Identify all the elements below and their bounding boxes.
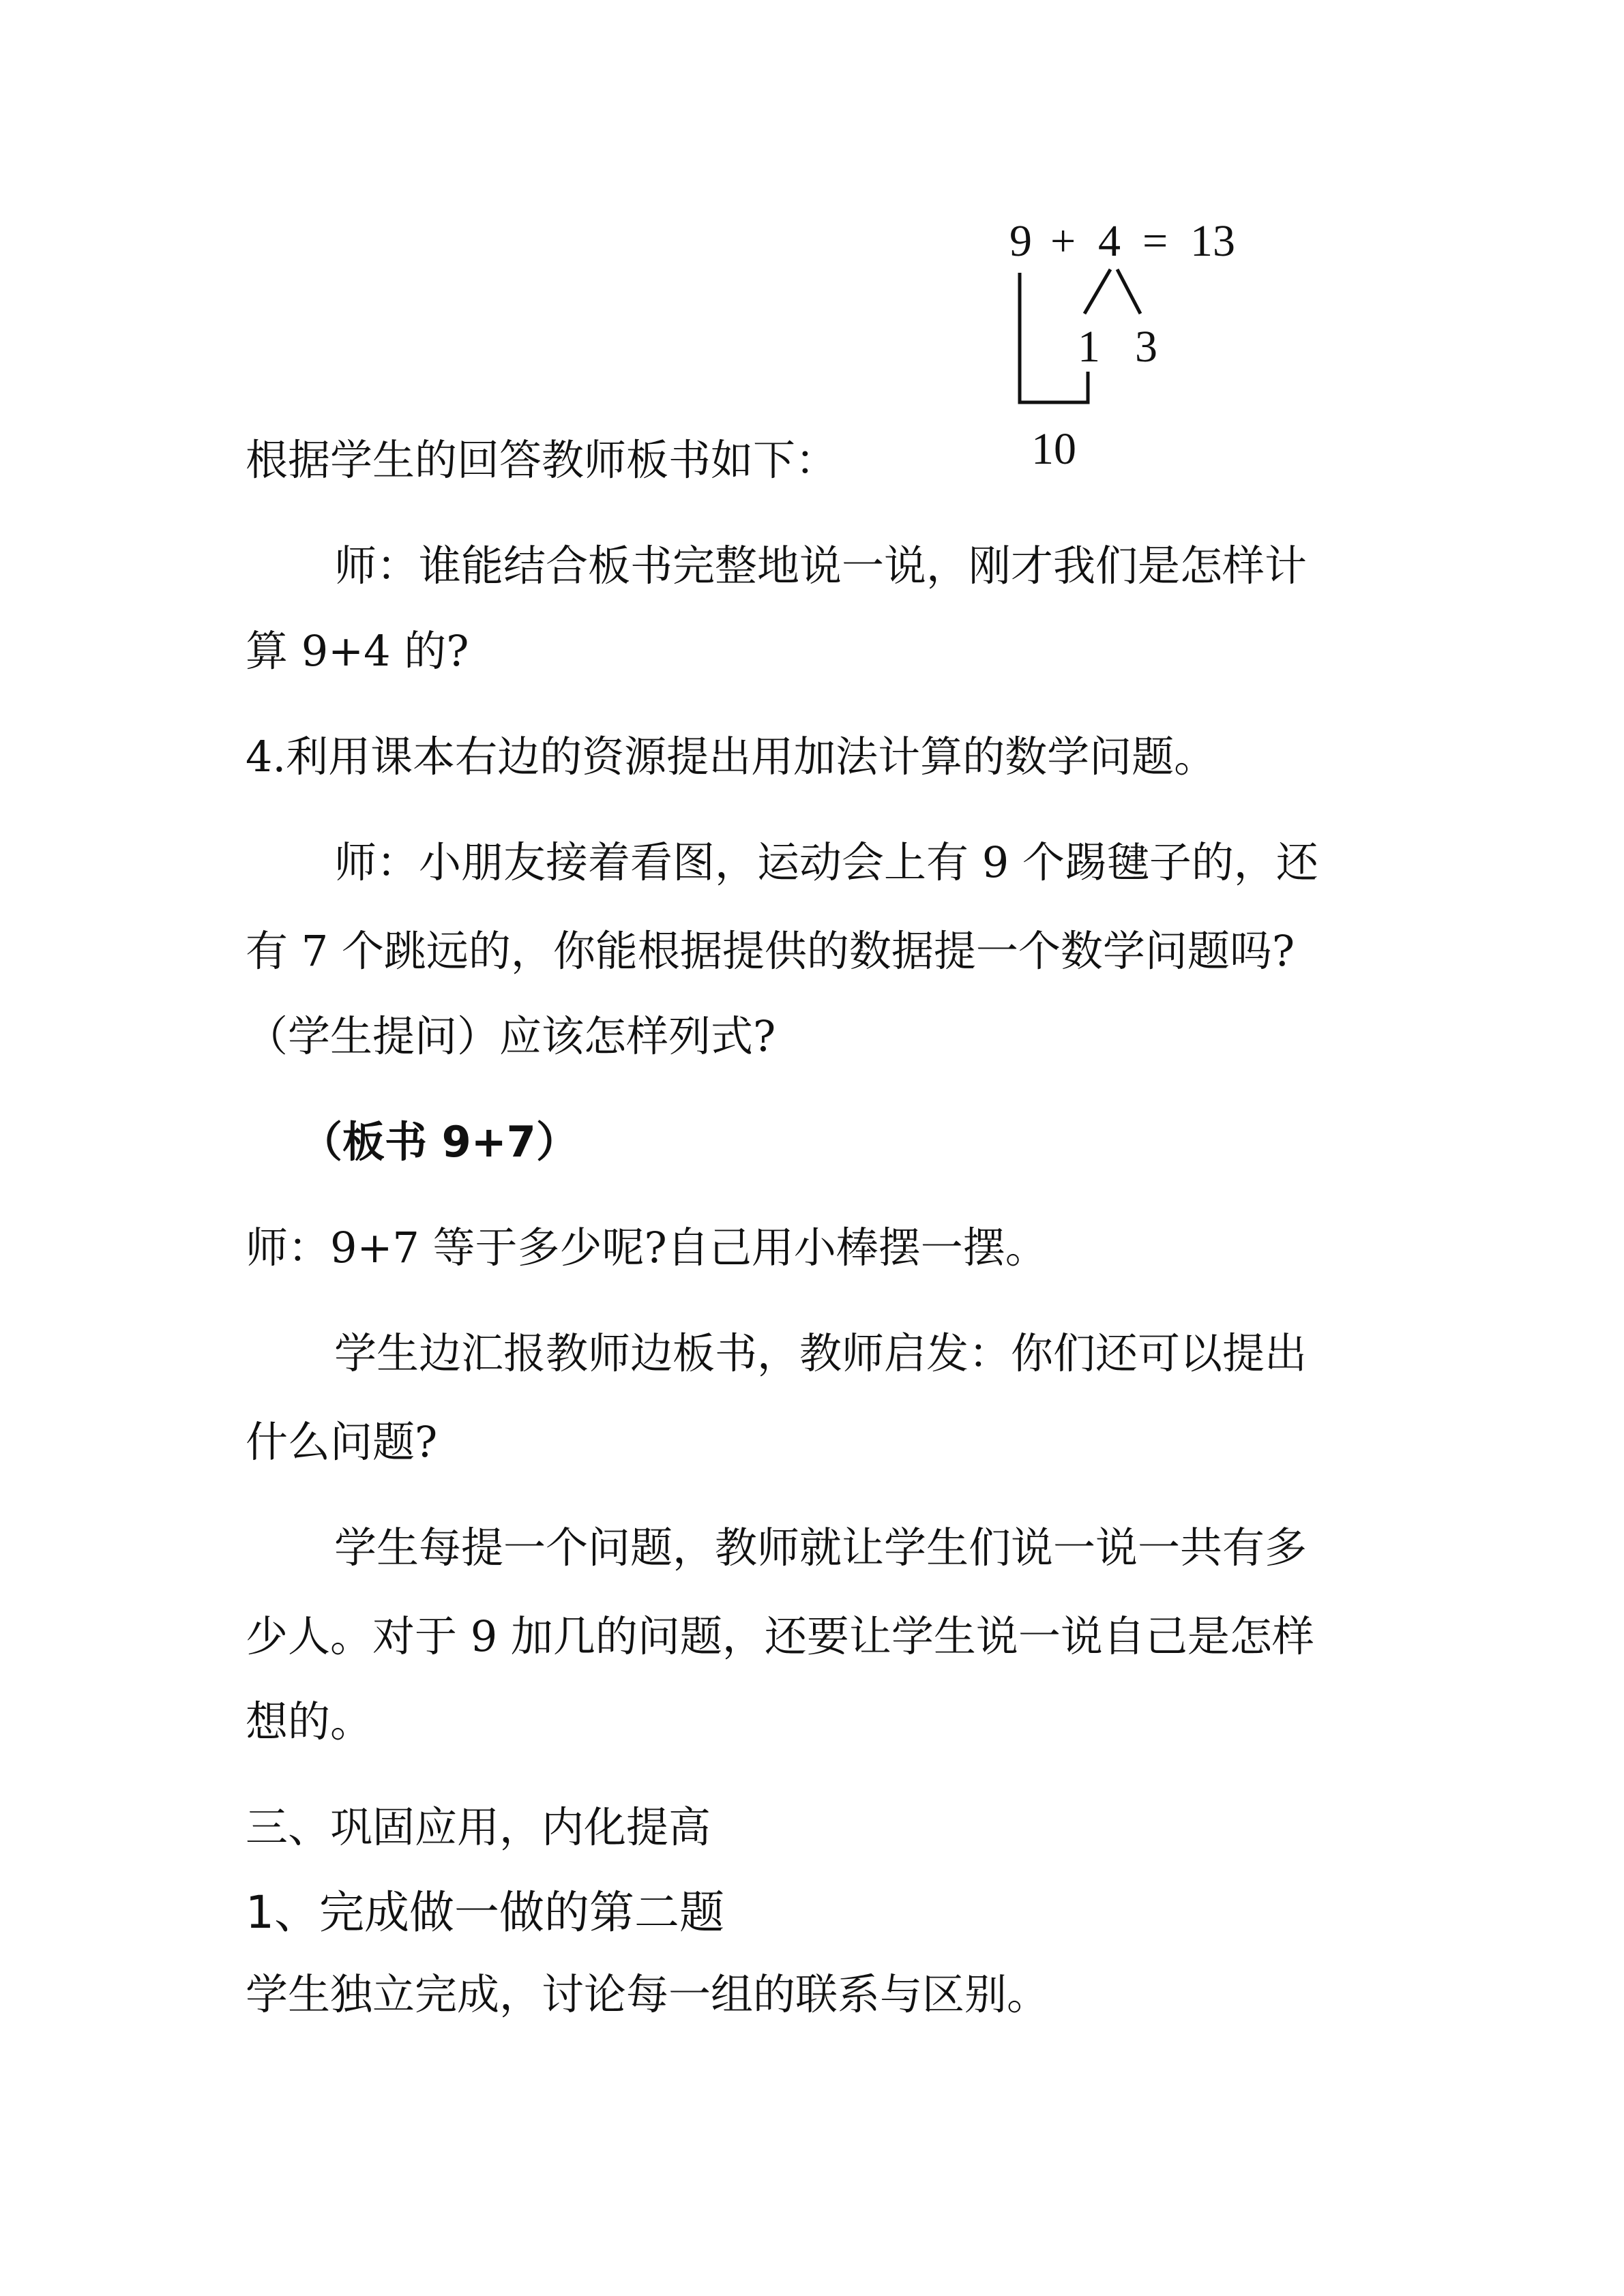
text-line-13: 少人。对于 9 加几的问题，还要让学生说一说自己是怎样 (246, 1611, 1314, 1661)
text-line-4: 4.利用课本右边的资源提出用加法计算的数学问题。 (246, 732, 1217, 781)
diagram-plus-sign: + (1050, 216, 1076, 266)
text-line-8-blackboard: （板书 9+7） (300, 1117, 578, 1167)
text-line-3: 算 9+4 的? (246, 626, 469, 676)
diagram-equals-sign: = (1142, 216, 1168, 266)
diagram-ten: 10 (1031, 424, 1076, 474)
section-heading-3: 三、巩固应用，内化提高 (246, 1802, 711, 1852)
text-line-6: 有 7 个跳远的，你能根据提供的数据提一个数学问题吗? (246, 926, 1295, 976)
split-line-right (1117, 269, 1140, 314)
text-line-5: 师：小朋友接着看图，运动会上有 9 个踢毽子的，还 (334, 837, 1318, 887)
item-heading-1: 1、完成做一做的第二题 (246, 1886, 724, 1939)
text-line-10: 学生边汇报教师边板书，教师启发：你们还可以提出 (334, 1328, 1308, 1378)
text-line-1: 根据学生的回答教师板书如下： (246, 435, 838, 485)
diagram-addend-9: 9 (1009, 216, 1032, 266)
diagram-split-3: 3 (1135, 322, 1157, 372)
addition-split-diagram (989, 205, 1275, 491)
text-line-9: 师：9+7 等于多少呢?自己用小棒摆一摆。 (246, 1223, 1048, 1272)
text-line-17: 学生独立完成，讨论每一组的联系与区别。 (246, 1969, 1050, 2019)
text-line-2: 师：谁能结合板书完整地说一说，刚才我们是怎样计 (334, 541, 1308, 591)
diagram-split-1: 1 (1078, 322, 1100, 372)
text-line-14: 想的。 (246, 1697, 373, 1746)
text-line-7: （学生提问）应该怎样列式? (246, 1011, 776, 1061)
text-line-11: 什么问题? (246, 1417, 438, 1467)
split-line-left (1084, 269, 1110, 314)
text-line-12: 学生每提一个问题，教师就让学生们说一说一共有多 (334, 1523, 1308, 1572)
diagram-result-13: 13 (1190, 216, 1235, 266)
diagram-addend-4: 4 (1098, 216, 1121, 266)
